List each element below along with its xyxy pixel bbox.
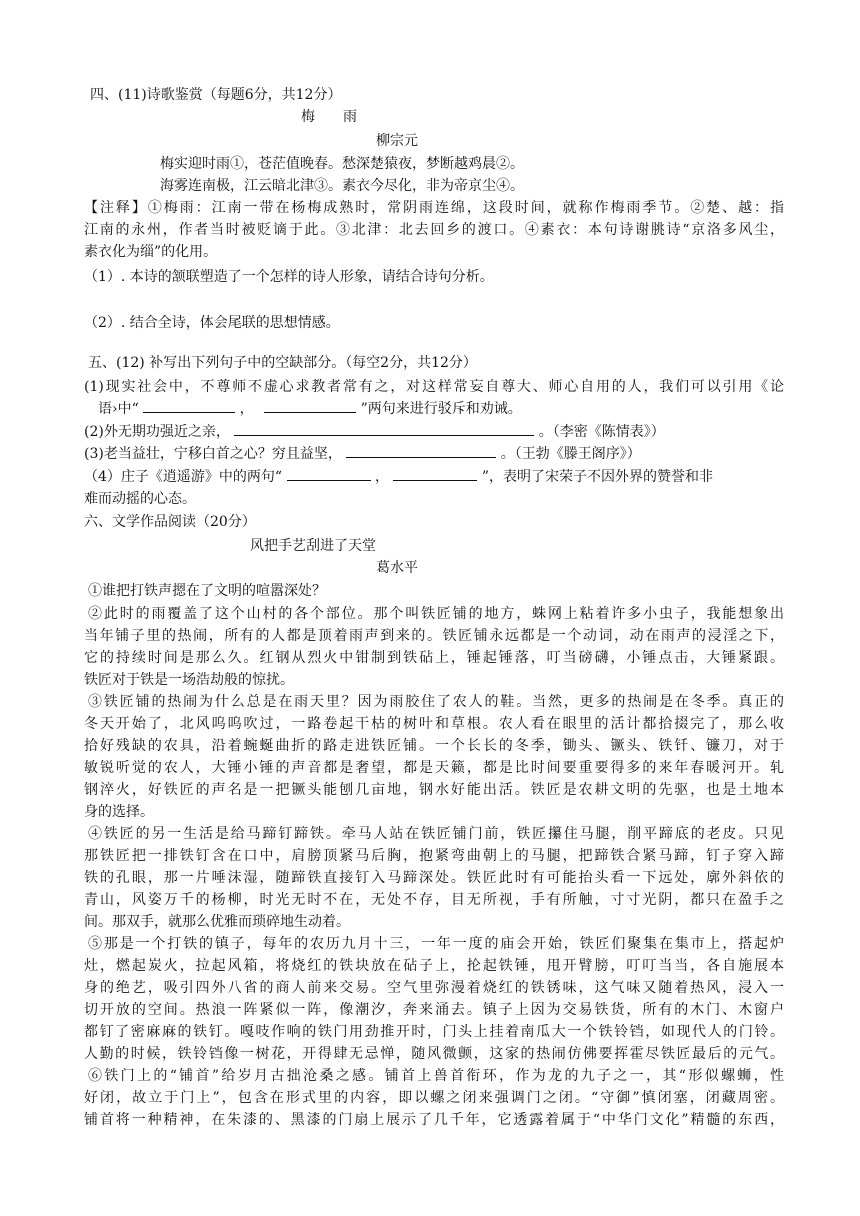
question-1: （1）. 本诗的颔联塑造了一个怎样的诗人形象，请结合诗句分析。 (84, 269, 494, 285)
paragraph-5-line-5: 都钉了密麻麻的铁钉。嘎吱作响的铁门用劲推开时，门头上挂着南瓜大一个铁铃铛，如现代人的门铃。 (84, 1024, 784, 1040)
paragraph-5-line-2: 灶，燃起炭火，拉起风箱，将烧红的铁块放在砧子上，抡起铁锤，甩开臂膀，叮叮当当，各自施展本 (84, 958, 784, 974)
answer-blank-1b[interactable] (264, 398, 356, 413)
fill-item-3-text-a: (3)老当益壮，宁移白首之心？穷且益坚， (84, 446, 342, 462)
paragraph-2-line-1: ②此时的雨覆盖了这个山村的各个部位。那个叫铁匠铺的地方，蛛网上粘着许多小虫子，我能想象出 (88, 606, 784, 622)
paragraph-5-line-3: 身的绝艺，吸引四外八省的商人前来交易。空气里弥漫着烧红的铁锈味，这气味又随着热风，浸入一 (84, 980, 784, 996)
question-2: （2）. 结合全诗，体会尾联的思想情感。 (84, 315, 340, 331)
paragraph-3-line-1: ③铁匠铺的热闹为什么总是在雨天里？因为雨胶住了农人的鞋。当然，更多的热闹是在冬季。真正的 (88, 694, 784, 710)
paragraph-2-line-2: 当年铺子里的热闹，所有的人都是顶着雨声到来的。铁匠铺永远都是一个动词，动在雨声的浸淫之下， (84, 628, 784, 644)
paragraph-3-line-2: 冬天开始了，北风呜呜吹过，一路卷起干枯的树叶和草根。农人看在眼里的活计都拾掇完了，那么收 (84, 716, 784, 732)
fill-item-4-line-2: 难而动摇的心态。 (84, 491, 196, 507)
paragraph-4-line-3: 铁的孔眼，那一片唾沫湿，随蹄铁直接钉入马蹄深处。铁匠此时有可能抬头看一下远处，廓外斜依的 (84, 870, 784, 886)
fill-item-1-text-c: ”两句来进行驳斥和劝诫。 (360, 401, 522, 417)
paragraph-6-line-3: 铺首将一种精神，在朱漆的、黑漆的门扇上展示了几千年，它透露着属于“中华门文化”精髓的东西， (84, 1112, 784, 1128)
fill-item-2-text-b: 。（李密《陈情表》） (538, 424, 665, 440)
poem-title: 梅 雨 (301, 109, 357, 125)
paragraph-4-line-4: 青山，风姿万千的杨柳，时光无时不在，无处不存，目无所视，手有所触，寸寸光阴，都只在盈手之 (84, 892, 784, 908)
fill-item-1-text-b: ， (239, 401, 254, 417)
paragraph-3-line-3: 拾好残缺的农具，沿着蜿蜒曲折的路走进铁匠铺。一个长长的冬季，锄头、镢头、铁钎、镰刀，对于 (84, 738, 784, 754)
fill-item-4-line-1 (84, 466, 713, 488)
fill-item-3 (84, 443, 641, 465)
fill-item-1-text-a: 语›中“ (98, 401, 139, 417)
paragraph-4-line-1: ④铁匠的另一生活是给马蹄钉蹄铁。牵马人站在铁匠铺门前，铁匠攥住马腿，削平蹄底的老皮。只见 (88, 826, 784, 842)
section4-heading: 四、(11)诗歌鉴赏（每题6分，共12分） (90, 87, 342, 103)
paragraph-5-line-4: 切开放的空间。热浪一阵紧似一阵，像潮汐，奔来涌去。镇子上因为交易铁货，所有的木门、木窗户 (84, 1002, 784, 1018)
answer-blank-4a[interactable] (287, 466, 371, 481)
paragraph-6-line-2: 好闭，故立于门上”，包含在形式里的内容，即以螺之闭来强调门之闭。“守御”慎闭塞，闭藏周密。 (84, 1090, 784, 1106)
fill-item-4-text-c: ”，表明了宋荣子不因外界的赞誉和非 (481, 469, 714, 485)
paragraph-6-line-1: ⑥铁门上的“铺首”给岁月古拙沧桑之感。铺首上兽首衔环，作为龙的九子之一，其“形似螺蛳，性 (88, 1068, 784, 1084)
fill-item-4-text-a: （4）庄子《逍遥游》中的两句“ (84, 469, 283, 485)
paragraph-3-line-4: 敏锐听觉的农人，大锤小锤的声音都是奢望，都是天籁，都是比时间要重要得多的来年春暖河开。轧 (84, 760, 784, 776)
poem-author: 柳宗元 (376, 133, 418, 149)
paragraph-4-line-5: 间。那双手，就那么优雅而琐碎地生动着。 (84, 914, 350, 930)
section5-heading: 五、(12) 补写出下列句子中的空缺部分。（每空2分，共12分） (88, 355, 477, 371)
answer-blank-2[interactable] (234, 421, 534, 436)
answer-blank-1a[interactable] (143, 398, 235, 413)
paragraph-2-line-3: 它的持续时间是那么久。红钢从烈火中钳制到铁砧上，锤起锤落，叮当磅礴，小锤点击，大锤紧跟。 (84, 650, 784, 666)
paragraph-3-line-5: 钢淬火，好铁匠的声名是一把镢头能刨几亩地，钢水好能出活。铁匠是农耕文明的先驱，也是土地本 (84, 782, 784, 798)
article-author: 葛水平 (376, 560, 418, 576)
section6-heading: 六、文学作品阅读（20分） (84, 514, 256, 530)
fill-item-2-text-a: (2)外无期功强近之亲， (84, 424, 230, 440)
paragraph-5-line-1: ⑤那是一个打铁的镇子，每年的农历九月十三，一年一度的庙会开始，铁匠们聚集在集市上，搭起炉 (88, 936, 784, 952)
fill-item-1-line-1: (1)现实社会中，不尊师不虚心求教者常有之，对这样常妄自尊大、师心自用的人，我们可以引用《论 (84, 379, 784, 395)
article-title: 风把手艺刮进了天堂 (250, 538, 376, 554)
paragraph-3-line-6: 身的选择。 (84, 804, 154, 820)
poem-notes-line-3: 素衣化为缁”的化用。 (84, 244, 218, 260)
paragraph-4-line-2: 那铁匠把一排铁钉含在口中，肩膀顶紧马后胸，抱紧弯曲朝上的马腿，把蹄铁合紧马蹄，钉子穿入蹄 (84, 848, 784, 864)
answer-blank-3[interactable] (346, 443, 496, 458)
fill-item-3-text-b: 。（王勃《滕王阁序》） (500, 446, 641, 462)
fill-item-4-text-b: ， (374, 469, 389, 485)
fill-item-1-line-2 (98, 398, 522, 420)
poem-notes-line-2: 江南的永州，作者当时被贬谪于此。③北津：北去回乡的渡口。④素衣：本句诗谢朓诗“京洛多风尘， (84, 222, 784, 238)
poem-notes-line-1: 【注释】①梅雨：江南一带在杨梅成熟时，常阴雨连绵，这段时间，就称作梅雨季节。②楚、越：指 (84, 200, 784, 216)
fill-item-2 (84, 421, 665, 443)
poem-line-2: 海雾连南极，江云暗北津③。素衣今尽化，非为帝京尘④。 (160, 178, 524, 194)
paragraph-2-line-4: 铁匠对于铁是一场浩劫般的惊扰。 (84, 672, 294, 688)
answer-blank-4b[interactable] (393, 466, 477, 481)
paragraph-5-line-6: 人勤的时候，铁铃铛像一树花，开得肆无忌惮，随风微颤，这家的热闹仿佛要挥霍尽铁匠最后的元气。 (84, 1046, 784, 1062)
poem-line-1: 梅实迎时雨①，苍茫值晚春。愁深楚猿夜，梦断越鸡晨②。 (160, 156, 524, 172)
paragraph-1: ①谁把打铁声摁在了文明的喧嚣深处？ (88, 583, 326, 599)
